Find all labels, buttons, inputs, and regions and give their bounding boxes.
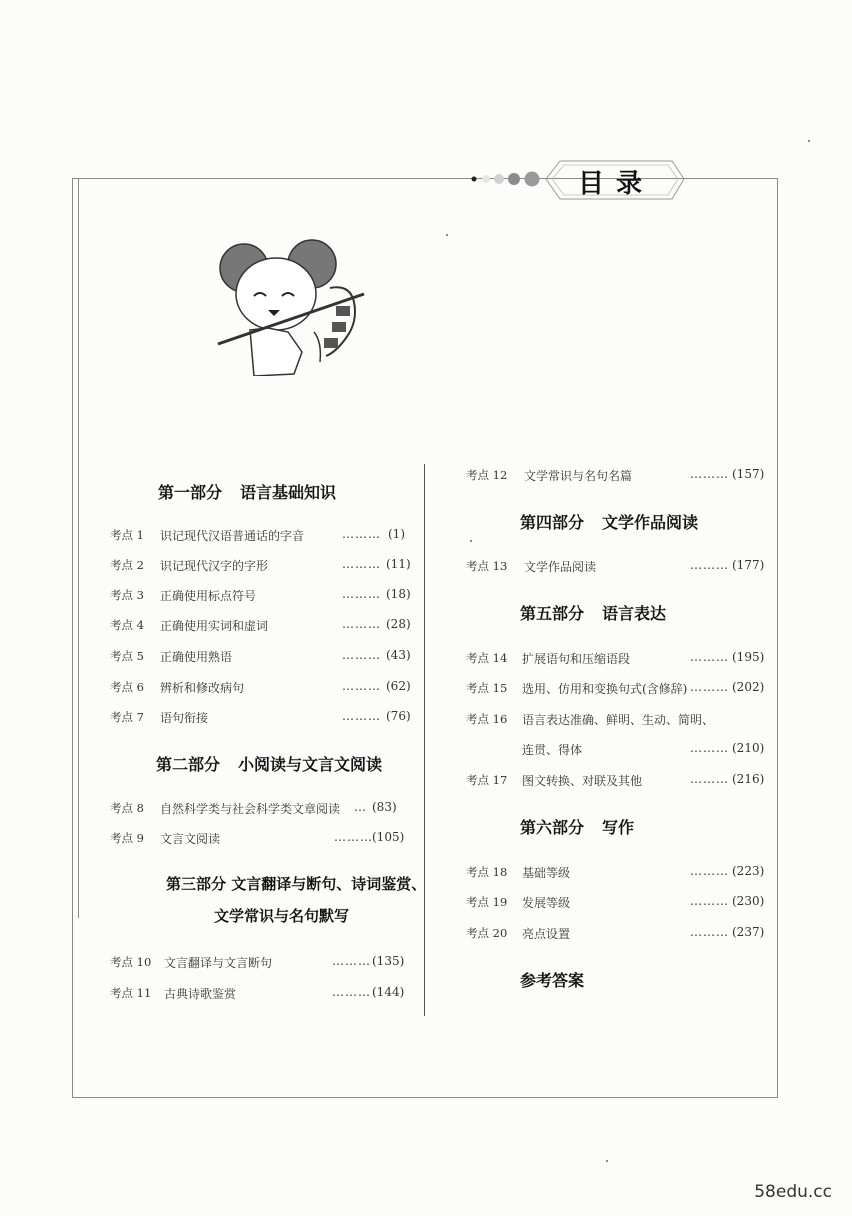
entry-text: 文言翻译与文言断句 xyxy=(164,956,273,970)
answers-title[interactable]: 参考答案 xyxy=(520,971,585,990)
entry-label: 考点 12 xyxy=(466,468,508,482)
entry-dots: … xyxy=(354,800,367,814)
entry-dots: ……… xyxy=(690,558,729,572)
toc-entry-15[interactable] xyxy=(466,680,772,700)
entry-dots: ……… xyxy=(334,830,373,844)
entry-dots: ……… xyxy=(342,709,381,723)
toc-entry-2[interactable] xyxy=(110,557,410,577)
entry-page: (83) xyxy=(372,800,397,814)
entry-label: 考点 13 xyxy=(466,559,508,573)
entry-page: (157) xyxy=(732,467,765,481)
entry-dots: ……… xyxy=(332,954,371,968)
toc-entry-18[interactable] xyxy=(466,864,772,884)
entry-label: 考点 6 xyxy=(110,680,144,694)
section-4-title xyxy=(520,510,698,533)
entry-label: 考点 1 xyxy=(110,528,144,542)
entry-dots: ……… xyxy=(690,925,729,939)
toc-entry-14[interactable] xyxy=(466,650,772,670)
entry-text: 正确使用标点符号 xyxy=(160,589,257,603)
entry-dots: ……… xyxy=(342,587,381,601)
toc-entry-5[interactable] xyxy=(110,648,410,668)
entry-dots: ……… xyxy=(690,741,729,755)
frame-inner-line xyxy=(78,178,79,918)
entry-text: 识记现代汉语普通话的字音 xyxy=(160,529,305,543)
entry-text: 自然科学类与社会科学类文章阅读 xyxy=(160,802,341,816)
section-2-part: 第二部分 xyxy=(156,755,221,774)
toc-entry-16[interactable] xyxy=(466,711,772,761)
column-divider xyxy=(424,464,425,1016)
entry-text: 发展等级 xyxy=(522,896,571,910)
section-4-part: 第四部分 xyxy=(520,513,585,532)
entry-text: 图文转换、对联及其他 xyxy=(522,774,643,788)
entry-label: 考点 19 xyxy=(466,895,508,909)
entry-page: (202) xyxy=(732,680,765,694)
entry-text: 选用、仿用和变换句式(含修辞) xyxy=(522,682,688,696)
entry-text: 文学常识与名句名篇 xyxy=(524,469,633,483)
section-5-name: 语言表达 xyxy=(602,604,667,623)
toc-entry-8[interactable] xyxy=(110,800,410,820)
entry-page: (76) xyxy=(386,709,411,723)
toc-entry-20[interactable] xyxy=(466,925,772,945)
section-5-part: 第五部分 xyxy=(520,604,585,623)
entry-label: 考点 11 xyxy=(110,986,152,1000)
entry-label: 考点 9 xyxy=(110,831,144,845)
section-4-name: 文学作品阅读 xyxy=(602,513,699,532)
entry-label: 考点 2 xyxy=(110,558,144,572)
entry-page: (195) xyxy=(732,650,765,664)
entry-label: 考点 3 xyxy=(110,588,144,602)
section-6-part: 第六部分 xyxy=(520,818,585,837)
entry-dots: ……… xyxy=(690,650,729,664)
entry-label: 考点 16 xyxy=(466,712,508,726)
entry-label: 考点 14 xyxy=(466,651,508,665)
entry-label: 考点 8 xyxy=(110,801,144,815)
entry-page: (223) xyxy=(732,864,765,878)
entry-label: 考点 5 xyxy=(110,649,144,663)
entry-label: 考点 4 xyxy=(110,618,144,632)
entry-label: 考点 7 xyxy=(110,710,144,724)
entry-page: (11) xyxy=(386,557,411,571)
entry-dots: ……… xyxy=(690,894,729,908)
entry-text: 语句衔接 xyxy=(160,711,209,725)
entry-page: (237) xyxy=(732,925,765,939)
entry-text: 语言表达准确、鲜明、生动、简明、 xyxy=(522,713,715,727)
section-2-name: 小阅读与文言文阅读 xyxy=(238,755,383,774)
entry-dots: ……… xyxy=(690,680,729,694)
entry-page: (177) xyxy=(732,558,765,572)
toc-entry-19[interactable] xyxy=(466,894,772,914)
entry-dots: ……… xyxy=(342,557,381,571)
toc-entry-12[interactable] xyxy=(466,467,772,487)
entry-page: (43) xyxy=(386,648,411,662)
scan-speck xyxy=(446,234,448,236)
entry-dots: ……… xyxy=(342,617,381,631)
entry-label: 考点 18 xyxy=(466,865,508,879)
section-1-part: 第一部分 xyxy=(158,483,223,502)
entry-text: 辨析和修改病句 xyxy=(160,681,245,695)
entry-page: (216) xyxy=(732,772,765,786)
mouse-mascot-icon xyxy=(214,236,374,376)
toc-entry-7[interactable] xyxy=(110,709,410,729)
entry-text: 古典诗歌鉴赏 xyxy=(164,987,237,1001)
entry-label: 考点 10 xyxy=(110,955,152,969)
entry-text: 扩展语句和压缩语段 xyxy=(522,652,631,666)
entry-text: 亮点设置 xyxy=(522,927,571,941)
toc-entry-1[interactable] xyxy=(110,527,410,547)
entry-text: 文学作品阅读 xyxy=(524,560,597,574)
entry-dots: ……… xyxy=(342,648,381,662)
entry-text-continued: 连贯、得体 xyxy=(522,743,583,757)
scan-speck xyxy=(808,140,810,142)
section-3-title-line2: 文学常识与名句默写 xyxy=(214,907,350,925)
entry-page: (28) xyxy=(386,617,411,631)
watermark: 58edu.cc xyxy=(754,1182,832,1202)
entry-page: (230) xyxy=(732,894,765,908)
toc-entry-3[interactable] xyxy=(110,587,410,607)
entry-page: (1) xyxy=(388,527,405,541)
entry-page: (62) xyxy=(386,679,411,693)
section-6-name: 写作 xyxy=(602,818,635,837)
section-1-title xyxy=(158,480,336,503)
entry-text: 正确使用熟语 xyxy=(160,650,233,664)
entry-dots: ……… xyxy=(332,985,371,999)
toc-entry-11[interactable] xyxy=(110,985,410,1005)
entry-page: (135) xyxy=(372,954,405,968)
entry-dots: ……… xyxy=(690,864,729,878)
section-6-title xyxy=(520,815,634,838)
section-5-title xyxy=(520,601,666,624)
scan-speck xyxy=(606,1160,608,1162)
toc-entry-6[interactable] xyxy=(110,679,410,699)
entry-dots: ……… xyxy=(690,772,729,786)
toc-entry-4[interactable] xyxy=(110,617,410,637)
entry-dots: ……… xyxy=(342,527,381,541)
entry-text: 正确使用实词和虚词 xyxy=(160,619,269,633)
entry-text: 识记现代汉字的字形 xyxy=(160,559,269,573)
entry-label: 考点 20 xyxy=(466,926,508,940)
section-3-title-line1: 第三部分 文言翻译与断句、诗词鉴赏、 xyxy=(166,875,427,893)
toc-entry-10[interactable] xyxy=(110,954,410,974)
entry-page: (18) xyxy=(386,587,411,601)
section-2-title xyxy=(156,752,382,775)
toc-entry-9[interactable] xyxy=(110,830,410,850)
scan-speck xyxy=(470,540,472,542)
toc-entry-13[interactable] xyxy=(466,558,772,578)
entry-dots: ……… xyxy=(690,467,729,481)
entry-page: (105) xyxy=(372,830,405,844)
entry-text: 基础等级 xyxy=(522,866,571,880)
toc-entry-17[interactable] xyxy=(466,772,772,792)
entry-label: 考点 17 xyxy=(466,773,508,787)
section-1-name: 语言基础知识 xyxy=(240,483,337,502)
entry-page: (144) xyxy=(372,985,405,999)
entry-dots: ……… xyxy=(342,679,381,693)
page-title: 目录 xyxy=(577,168,654,199)
entry-text: 文言文阅读 xyxy=(160,832,221,846)
entry-label: 考点 15 xyxy=(466,681,508,695)
entry-page: (210) xyxy=(732,741,765,755)
